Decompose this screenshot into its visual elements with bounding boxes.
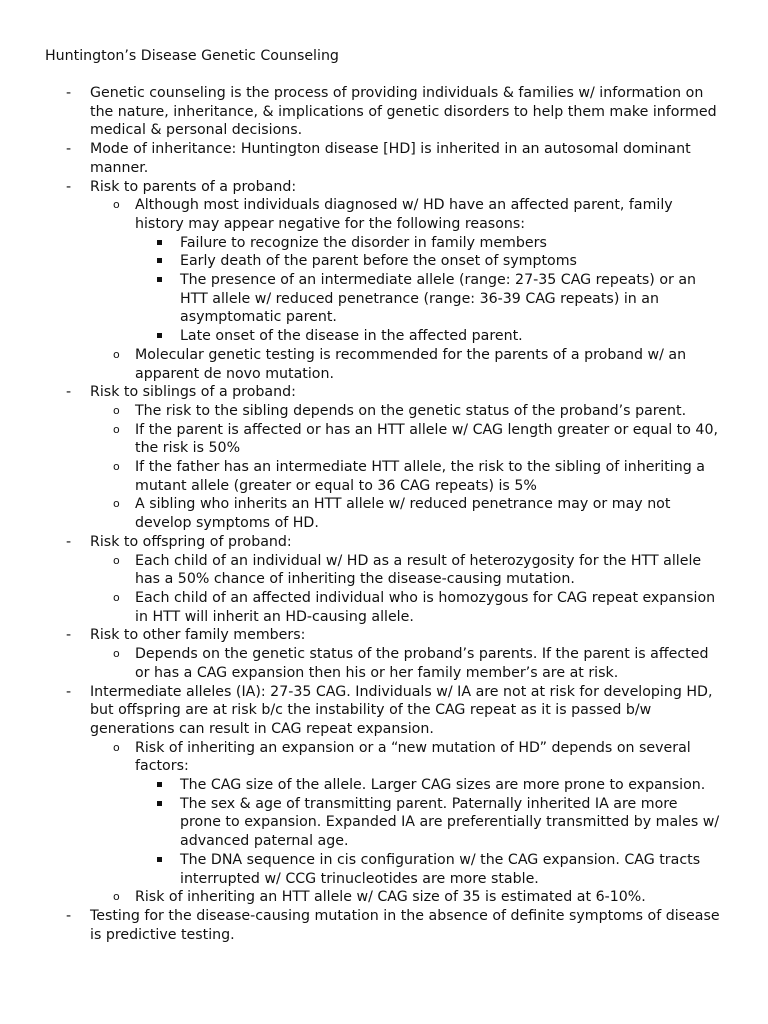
circle-bullet: o xyxy=(113,740,120,754)
list-item xyxy=(0,383,720,533)
square-bullet-icon xyxy=(157,782,162,787)
dash-bullet: - xyxy=(66,627,72,644)
square-bullet-icon xyxy=(157,801,162,806)
list-item xyxy=(0,683,720,907)
sub-sub-list-item xyxy=(0,271,720,327)
list-item xyxy=(0,84,720,140)
sub-sub-item-text: The DNA sequence in cis configuration w/ the CAG expansion. CAG tracts interrupted w/ CCG trinucleotides are more stable. xyxy=(180,851,701,887)
sub-list-item xyxy=(0,495,720,532)
item-text: Genetic counseling is the process of providing individuals & families w/ information on the nature, inheritance, & implications of genetic disorders to help them make informed medical & personal decisions. xyxy=(90,85,717,139)
sub-sub-list xyxy=(0,776,768,888)
sub-sub-list xyxy=(0,234,768,346)
sub-sub-item-text: Late onset of the disease in the affected parent. xyxy=(180,328,523,345)
sub-list-item xyxy=(0,888,720,907)
dash-bullet: - xyxy=(66,85,72,101)
sub-sub-item-text: The presence of an intermediate allele (range: 27-35 CAG repeats) or an HTT allele w/ reduced penetrance (range: 36-39 CAG repeats) in an asymptomatic parent. xyxy=(180,272,697,326)
dash-bullet: - xyxy=(66,178,72,195)
sub-item-text: Risk of inheriting an expansion or a “new mutation of HD” depends on several factors: xyxy=(135,739,691,775)
sub-list xyxy=(0,645,768,682)
sub-list xyxy=(0,402,768,533)
list-item xyxy=(0,626,720,682)
dash-bullet: - xyxy=(66,384,72,401)
circle-bullet: o xyxy=(113,198,120,212)
document-title: Huntington’s Disease Genetic Counseling xyxy=(45,48,339,64)
sub-list-item xyxy=(0,589,720,626)
item-text: Risk to other family members: xyxy=(90,627,306,644)
sub-item-text: Each child of an individual w/ HD as a result of heterozygosity for the HTT allele has a 50% chance of inheriting the disease-causing mutation. xyxy=(135,552,702,588)
square-bullet-icon xyxy=(157,277,162,282)
list-item xyxy=(0,140,720,177)
sub-sub-item-text: Early death of the parent before the onset of symptoms xyxy=(180,253,577,270)
circle-bullet: o xyxy=(113,347,120,361)
circle-bullet: o xyxy=(113,590,120,604)
sub-sub-list-item xyxy=(0,234,720,253)
sub-list-item xyxy=(0,346,720,383)
sub-sub-item-text: The CAG size of the allele. Larger CAG sizes are more prone to expansion. xyxy=(180,777,706,794)
document-body xyxy=(0,84,768,944)
circle-bullet: o xyxy=(113,553,120,567)
sub-item-text: A sibling who inherits an HTT allele w/ reduced penetrance may or may not develop symptoms of HD. xyxy=(135,496,671,532)
sub-item-text: Depends on the genetic status of the proband’s parents. If the parent is affected or has a CAG expansion then his or her family member’s are at risk. xyxy=(135,646,709,681)
square-bullet-icon xyxy=(157,258,162,263)
circle-bullet: o xyxy=(113,647,120,661)
circle-bullet: o xyxy=(113,460,120,474)
sub-list xyxy=(0,739,768,907)
sub-list-item xyxy=(0,645,720,682)
item-text: Intermediate alleles (IA): 27-35 CAG. Individuals w/ IA are not at risk for developing HD, but offspring are at risk b/c the instability of the CAG repeat as it is passed b/w generations can result in CAG repeat expansion. xyxy=(90,683,713,737)
square-bullet-icon xyxy=(157,240,162,245)
square-bullet-icon xyxy=(157,333,162,338)
circle-bullet: o xyxy=(113,497,120,511)
sub-item-text: Each child of an affected individual who is homozygous for CAG repeat expansion in HTT will inherit an HD-causing allele. xyxy=(135,589,716,625)
dash-bullet: - xyxy=(66,533,72,550)
dash-bullet: - xyxy=(66,907,72,924)
sub-sub-item-text: Failure to recognize the disorder in family members xyxy=(180,234,547,251)
circle-bullet: o xyxy=(113,422,120,436)
square-bullet-icon xyxy=(157,857,162,862)
list-item xyxy=(0,533,720,627)
sub-item-text: Molecular genetic testing is recommended for the parents of a proband w/ an apparent de novo mutation. xyxy=(135,346,687,382)
sub-sub-list-item xyxy=(0,252,720,271)
sub-item-text: If the parent is affected or has an HTT allele w/ CAG length greater or equal to 40, the risk is 50% xyxy=(135,421,718,457)
item-text: Risk to siblings of a proband: xyxy=(90,384,296,401)
sub-list-item xyxy=(0,552,720,589)
sub-sub-list-item xyxy=(0,795,720,851)
list-item xyxy=(0,907,720,944)
sub-list-item xyxy=(0,196,720,346)
sub-sub-item-text: The sex & age of transmitting parent. Paternally inherited IA are more prone to expansion. Expanded IA are preferentially transmitted by males w/ advanced paternal age. xyxy=(180,795,720,850)
sub-sub-list-item xyxy=(0,776,720,795)
sub-list-item xyxy=(0,421,720,458)
sub-list-item xyxy=(0,739,720,889)
sub-list-item xyxy=(0,458,720,495)
item-text: Testing for the disease-causing mutation in the absence of definite symptoms of disease is predictive testing. xyxy=(90,907,720,943)
circle-bullet: o xyxy=(113,890,120,904)
sub-item-text: Risk of inheriting an HTT allele w/ CAG size of 35 is estimated at 6-10%. xyxy=(135,889,646,906)
sub-item-text: If the father has an intermediate HTT allele, the risk to the sibling of inheriting a mutant allele (greater or equal to 36 CAG repeats) is 5% xyxy=(135,459,705,494)
item-text: Risk to parents of a proband: xyxy=(90,178,297,195)
sub-list xyxy=(0,196,768,383)
dash-bullet: - xyxy=(66,683,72,700)
item-text: Risk to offspring of proband: xyxy=(90,533,292,550)
sub-sub-list-item xyxy=(0,851,720,888)
sub-sub-list-item xyxy=(0,327,720,346)
outline-list xyxy=(0,84,768,944)
sub-list xyxy=(0,552,768,627)
item-text: Mode of inheritance: Huntington disease [HD] is inherited in an autosomal dominant manner. xyxy=(90,141,691,176)
sub-list-item xyxy=(0,402,720,421)
sub-item-text: Although most individuals diagnosed w/ HD have an affected parent, family history may appear negative for the following reasons: xyxy=(135,197,673,232)
circle-bullet: o xyxy=(113,403,120,417)
sub-item-text: The risk to the sibling depends on the genetic status of the proband’s parent. xyxy=(135,402,687,419)
dash-bullet: - xyxy=(66,141,72,158)
list-item xyxy=(0,178,720,384)
